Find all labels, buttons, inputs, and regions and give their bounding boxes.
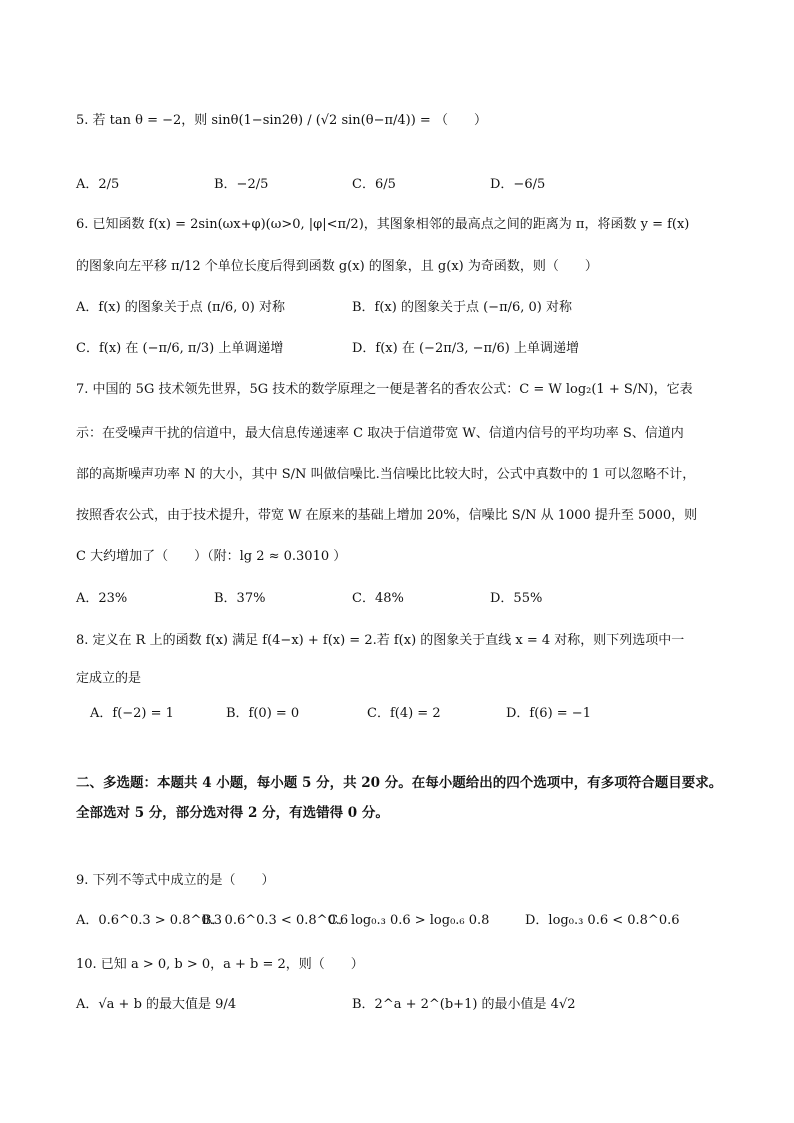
q7-stem-line1: 7. 中国的 5G 技术领先世界，5G 技术的数学原理之一便是著名的香农公式：C = W log₂(1 + S/N)，它表 [76,382,693,397]
q10-stem: 10. 已知 a > 0, b > 0，a + b = 2，则（ ） [76,957,364,972]
q6-stem-line1: 6. 已知函数 f(x) = 2sin(ωx+φ)(ω>0, |φ|<π/2)，其图象相邻的最高点之间的距离为 π，将函数 y = f(x) [76,217,690,232]
q8-option-b: B．f(0) = 0 [226,706,300,721]
q7-option-d: D．55% [490,591,543,606]
section2-title-line1: 二、多选题：本题共 4 小题，每小题 5 分，共 20 分。在每小题给出的四个选项中，有多项符合题目要求。 [76,775,723,791]
q9-stem: 9. 下列不等式中成立的是（ ） [76,873,275,888]
q7-stem-line4: 按照香农公式，由于技术提升，带宽 W 在原来的基础上增加 20%，信噪比 S/N 从 1000 提升至 5000，则 [76,508,698,523]
q9-option-c: C．log₀.₃ 0.6 > log₀.₆ 0.8 [328,913,490,928]
q5-option-b: B．−2/5 [214,177,269,192]
q6-option-d: D．f(x) 在 (−2π/3, −π/6) 上单调递增 [352,341,579,356]
q8-option-d: D．f(6) = −1 [506,706,591,721]
q8-option-c: C．f(4) = 2 [367,706,441,721]
q9-option-a: A．0.6^0.3 > 0.8^0.3 [76,913,223,928]
q5-stem: 5. 若 tan θ = −2，则 sinθ(1−sin2θ) / (√2 sin(θ−π/4)) = （ ） [76,113,487,128]
q8-option-a: A．f(−2) = 1 [90,706,174,721]
q6-stem-line2: 的图象向左平移 π/12 个单位长度后得到函数 g(x) 的图象，且 g(x) 为奇函数，则（ ） [76,259,598,274]
section2-title-line2: 全部选对 5 分，部分选对得 2 分，有选错得 0 分。 [76,805,389,821]
q6-option-c: C．f(x) 在 (−π/6, π/3) 上单调递增 [76,341,284,356]
q6-option-b: B．f(x) 的图象关于点 (−π/6, 0) 对称 [352,300,573,315]
q9-option-d: D．log₀.₃ 0.6 < 0.8^0.6 [525,913,680,928]
q5-option-a: A．2/5 [76,177,120,192]
q7-stem-line2: 示：在受噪声干扰的信道中，最大信息传递速率 C 取决于信道带宽 W、信道内信号的平均功率 S、信道内 [76,426,684,441]
q8-stem-line1: 8. 定义在 R 上的函数 f(x) 满足 f(4−x) + f(x) = 2.若 f(x) 的图象关于直线 x = 4 对称，则下列选项中一 [76,633,685,648]
q7-option-c: C．48% [352,591,404,606]
q5-option-c: C．6/5 [352,177,396,192]
q6-option-a: A．f(x) 的图象关于点 (π/6, 0) 对称 [76,300,285,315]
q8-stem-line2: 定成立的是 [76,671,142,686]
q10-option-a: A．√a + b 的最大值是 9/4 [76,997,237,1012]
q7-option-a: A．23% [76,591,128,606]
q9-option-b: B．0.6^0.3 < 0.8^0.6 [202,913,349,928]
q5-option-d: D．−6/5 [490,177,546,192]
q7-stem-line5: C 大约增加了（ ）（附：lg 2 ≈ 0.3010 ） [76,549,347,564]
q10-option-b: B．2^a + 2^(b+1) 的最小值是 4√2 [352,997,576,1012]
q7-option-b: B．37% [214,591,266,606]
q7-stem-line3: 部的高斯噪声功率 N 的大小，其中 S/N 叫做信噪比.当信噪比比较大时，公式中真数中的 1 可以忽略不计， [76,467,696,482]
